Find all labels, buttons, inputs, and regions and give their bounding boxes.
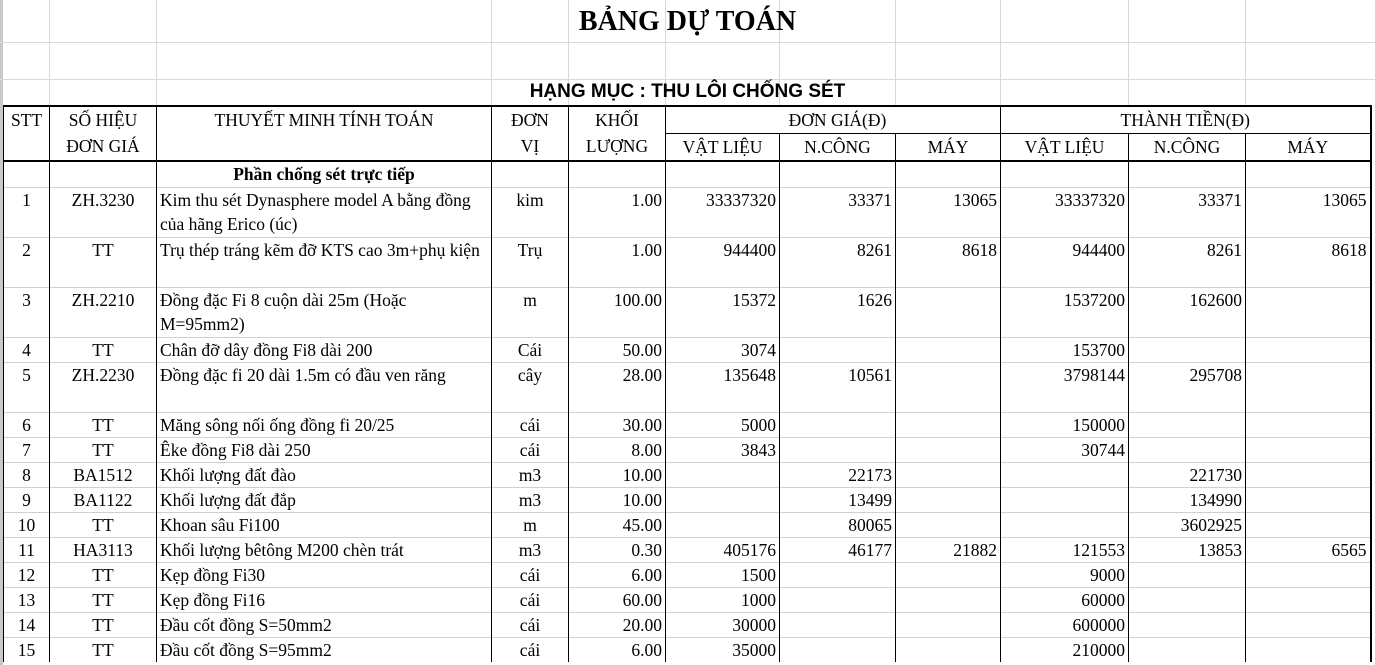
header-row-1 xyxy=(4,106,1371,134)
cell-total-machine xyxy=(1246,463,1371,488)
header-unit-price-label: ĐƠN GIÁ(Đ) xyxy=(780,106,896,134)
cell-total-labor: 33371 xyxy=(1129,188,1246,238)
cell-quantity: 45.00 xyxy=(569,513,666,538)
header-material: VẬT LIỆU xyxy=(666,134,780,162)
cell-material-price: 5000 xyxy=(666,413,780,438)
cell-total-labor: 134990 xyxy=(1129,488,1246,513)
cell-description: Khoan sâu Fi100 xyxy=(157,513,492,538)
cell-quantity: 10.00 xyxy=(569,463,666,488)
cell-code: BA1512 xyxy=(50,463,157,488)
cell-description: Đầu cốt đồng S=50mm2 xyxy=(157,613,492,638)
cell-total-material: 3798144 xyxy=(1001,363,1129,413)
cell-unit: cái xyxy=(492,563,569,588)
cell-total-material: 121553 xyxy=(1001,538,1129,563)
cell-unit: Cái xyxy=(492,338,569,363)
table-row xyxy=(4,238,1371,288)
cell-unit: cái xyxy=(492,413,569,438)
table-row xyxy=(4,463,1371,488)
cell-unit: m xyxy=(492,288,569,338)
cell-total-material: 30744 xyxy=(1001,438,1129,463)
table-row xyxy=(4,438,1371,463)
cell-material-price: 3843 xyxy=(666,438,780,463)
cell-material-price xyxy=(666,488,780,513)
cell-material-price: 3074 xyxy=(666,338,780,363)
cell-total-machine xyxy=(1246,613,1371,638)
cell-unit: cây xyxy=(492,363,569,413)
cell-description: Trụ thép tráng kẽm đỡ KTS cao 3m+phụ kiện xyxy=(157,238,492,288)
cell-unit: m3 xyxy=(492,463,569,488)
cell-total-machine: 6565 xyxy=(1246,538,1371,563)
cell-labor-price: 80065 xyxy=(780,513,896,538)
cell-total-material: 9000 xyxy=(1001,563,1129,588)
cell-total-material: 150000 xyxy=(1001,413,1129,438)
cell-code: ZH.2230 xyxy=(50,363,157,413)
cell-labor-price: 22173 xyxy=(780,463,896,488)
cell xyxy=(569,161,666,188)
header-total-machine: MÁY xyxy=(1246,134,1371,162)
cell-description: Kẹp đồng Fi30 xyxy=(157,563,492,588)
section-title: Phần chống sét trực tiếp xyxy=(157,161,492,188)
cell-unit: cái xyxy=(492,438,569,463)
cell-description: Đồng đặc Fi 8 cuộn dài 25m (Hoặc M=95mm2) xyxy=(157,288,492,338)
cell-total-labor: 3602925 xyxy=(1129,513,1246,538)
cell-machine-price: 21882 xyxy=(896,538,1001,563)
cell-description: Đồng đặc fi 20 dài 1.5m có đầu ven răng xyxy=(157,363,492,413)
cell xyxy=(1001,161,1129,188)
table-row xyxy=(4,188,1371,238)
cell-machine-price xyxy=(896,488,1001,513)
cell-machine-price xyxy=(896,588,1001,613)
cell-total-labor: 13853 xyxy=(1129,538,1246,563)
cell-stt: 12 xyxy=(4,563,50,588)
gridline xyxy=(0,42,1375,43)
cell-material-price: 33337320 xyxy=(666,188,780,238)
cell-labor-price xyxy=(780,613,896,638)
cell-labor-price xyxy=(780,563,896,588)
cell-stt: 3 xyxy=(4,288,50,338)
cell-machine-price xyxy=(896,513,1001,538)
cell-total-machine xyxy=(1246,638,1371,663)
header-code-2: ĐƠN GIÁ xyxy=(50,134,157,162)
cell-total-material: 944400 xyxy=(1001,238,1129,288)
cell-unit: cái xyxy=(492,613,569,638)
cell-stt: 14 xyxy=(4,613,50,638)
cell-code: ZH.2210 xyxy=(50,288,157,338)
cell-stt: 7 xyxy=(4,438,50,463)
cell-total-labor: 8261 xyxy=(1129,238,1246,288)
cell-total-labor xyxy=(1129,338,1246,363)
cell-quantity: 1.00 xyxy=(569,188,666,238)
cell xyxy=(1129,161,1246,188)
cell-stt: 4 xyxy=(4,338,50,363)
header-total-labor: N.CÔNG xyxy=(1129,134,1246,162)
cell-labor-price xyxy=(780,638,896,663)
cell-description: Kim thu sét Dynasphere model A bằng đồng của hãng Erico (úc) xyxy=(157,188,492,238)
cell-machine-price xyxy=(896,363,1001,413)
header-unit-price-group xyxy=(896,106,1001,134)
cell-labor-price: 33371 xyxy=(780,188,896,238)
cell-machine-price xyxy=(896,288,1001,338)
cell-machine-price: 13065 xyxy=(896,188,1001,238)
cell-quantity: 100.00 xyxy=(569,288,666,338)
header-labor: N.CÔNG xyxy=(780,134,896,162)
cell-quantity: 0.30 xyxy=(569,538,666,563)
cell-machine-price xyxy=(896,438,1001,463)
cell-quantity: 10.00 xyxy=(569,488,666,513)
cell xyxy=(780,161,896,188)
header-unit-price-group xyxy=(666,106,780,134)
cell-quantity: 60.00 xyxy=(569,588,666,613)
cell-total-machine xyxy=(1246,363,1371,413)
header-quantity-2: LƯỢNG xyxy=(569,134,666,162)
cell-quantity: 28.00 xyxy=(569,363,666,413)
header-description: THUYẾT MINH TÍNH TOÁN xyxy=(157,106,492,134)
cell-machine-price xyxy=(896,613,1001,638)
cell-machine-price xyxy=(896,338,1001,363)
cell-total-labor xyxy=(1129,438,1246,463)
cell-stt: 8 xyxy=(4,463,50,488)
cell-description: Chân đỡ dây đồng Fi8 dài 200 xyxy=(157,338,492,363)
cell-machine-price xyxy=(896,463,1001,488)
cell-total-labor xyxy=(1129,563,1246,588)
table-row xyxy=(4,613,1371,638)
cell-unit: cái xyxy=(492,588,569,613)
table-row xyxy=(4,363,1371,413)
cell-stt: 13 xyxy=(4,588,50,613)
cell-total-machine xyxy=(1246,438,1371,463)
cell-stt: 11 xyxy=(4,538,50,563)
cell-quantity: 1.00 xyxy=(569,238,666,288)
table-row xyxy=(4,413,1371,438)
cell-labor-price: 13499 xyxy=(780,488,896,513)
cell-total-labor: 221730 xyxy=(1129,463,1246,488)
cell-total-material: 60000 xyxy=(1001,588,1129,613)
cell-unit: m3 xyxy=(492,488,569,513)
cell xyxy=(50,161,157,188)
cell-total-machine xyxy=(1246,513,1371,538)
header-machine: MÁY xyxy=(896,134,1001,162)
header-total-material: VẬT LIỆU xyxy=(1001,134,1129,162)
section-heading: HẠNG MỤC : THU LÔI CHỐNG SÉT xyxy=(529,81,846,102)
cell-labor-price xyxy=(780,413,896,438)
cell-material-price: 944400 xyxy=(666,238,780,288)
cell-description: Đầu cốt đồng S=95mm2 xyxy=(157,638,492,663)
cell-total-labor: 295708 xyxy=(1129,363,1246,413)
cell-quantity: 6.00 xyxy=(569,563,666,588)
header-row-2 xyxy=(4,134,1371,162)
table-row xyxy=(4,563,1371,588)
cell-unit: kim xyxy=(492,188,569,238)
cell-total-material: 1537200 xyxy=(1001,288,1129,338)
header-unit: ĐƠN xyxy=(492,106,569,134)
cell-description: Khối lượng đất đào xyxy=(157,463,492,488)
cell-stt: 2 xyxy=(4,238,50,288)
cell-stt: 15 xyxy=(4,638,50,663)
cell xyxy=(666,161,780,188)
cell-total-material: 153700 xyxy=(1001,338,1129,363)
table-row xyxy=(4,588,1371,613)
cell-total-machine xyxy=(1246,563,1371,588)
cell-labor-price: 10561 xyxy=(780,363,896,413)
cell-machine-price xyxy=(896,638,1001,663)
cell-total-machine: 13065 xyxy=(1246,188,1371,238)
cell-stt: 10 xyxy=(4,513,50,538)
cell-labor-price: 46177 xyxy=(780,538,896,563)
header-stt-cont xyxy=(4,134,50,162)
cell-machine-price xyxy=(896,413,1001,438)
cell-total-material: 210000 xyxy=(1001,638,1129,663)
table-row xyxy=(4,638,1371,663)
cell-description: Măng sông nối ống đồng fi 20/25 xyxy=(157,413,492,438)
cell-description: Êke đồng Fi8 dài 250 xyxy=(157,438,492,463)
estimate-table xyxy=(3,105,1372,662)
table-row xyxy=(4,338,1371,363)
cell-code: TT xyxy=(50,638,157,663)
cell-code: TT xyxy=(50,413,157,438)
cell-labor-price xyxy=(780,438,896,463)
cell-code: HA3113 xyxy=(50,538,157,563)
cell-code: TT xyxy=(50,438,157,463)
cell-total-machine xyxy=(1246,288,1371,338)
cell-code: BA1122 xyxy=(50,488,157,513)
cell-material-price: 15372 xyxy=(666,288,780,338)
cell xyxy=(492,161,569,188)
cell-material-price: 30000 xyxy=(666,613,780,638)
cell-labor-price: 1626 xyxy=(780,288,896,338)
header-quantity: KHỐI xyxy=(569,106,666,134)
cell-total-machine: 8618 xyxy=(1246,238,1371,288)
cell-total-material xyxy=(1001,463,1129,488)
cell-labor-price: 8261 xyxy=(780,238,896,288)
cell-code: TT xyxy=(50,338,157,363)
cell-material-price: 135648 xyxy=(666,363,780,413)
cell-total-machine xyxy=(1246,413,1371,438)
cell-stt: 5 xyxy=(4,363,50,413)
cell-total-labor xyxy=(1129,638,1246,663)
cell-labor-price xyxy=(780,338,896,363)
cell-total-labor xyxy=(1129,613,1246,638)
header-stt: STT xyxy=(4,106,50,134)
cell-material-price: 405176 xyxy=(666,538,780,563)
cell-code: TT xyxy=(50,513,157,538)
cell-code: ZH.3230 xyxy=(50,188,157,238)
cell-unit: cái xyxy=(492,638,569,663)
cell-machine-price: 8618 xyxy=(896,238,1001,288)
cell-total-machine xyxy=(1246,488,1371,513)
cell-description: Khối lượng đất đắp xyxy=(157,488,492,513)
cell-total-labor xyxy=(1129,588,1246,613)
cell-total-material: 600000 xyxy=(1001,613,1129,638)
cell-code: TT xyxy=(50,588,157,613)
cell-unit: Trụ xyxy=(492,238,569,288)
section-row xyxy=(4,161,1371,188)
cell-total-material xyxy=(1001,513,1129,538)
cell-unit: m xyxy=(492,513,569,538)
table-row xyxy=(4,288,1371,338)
cell-material-price: 1500 xyxy=(666,563,780,588)
header-description-cont xyxy=(157,134,492,162)
cell-code: TT xyxy=(50,563,157,588)
cell-code: TT xyxy=(50,238,157,288)
cell-quantity: 6.00 xyxy=(569,638,666,663)
cell xyxy=(1246,161,1371,188)
table-row xyxy=(4,513,1371,538)
cell-unit: m3 xyxy=(492,538,569,563)
header-code: SỐ HIỆU xyxy=(50,106,157,134)
table-row xyxy=(4,488,1371,513)
header-unit-2: VỊ xyxy=(492,134,569,162)
cell-material-price xyxy=(666,513,780,538)
cell-material-price: 1000 xyxy=(666,588,780,613)
header-total-group: THÀNH TIỀN(Đ) xyxy=(1001,106,1371,134)
cell-total-material: 33337320 xyxy=(1001,188,1129,238)
cell-stt: 6 xyxy=(4,413,50,438)
cell-code: TT xyxy=(50,613,157,638)
cell-total-labor: 162600 xyxy=(1129,288,1246,338)
cell-total-machine xyxy=(1246,588,1371,613)
cell-quantity: 20.00 xyxy=(569,613,666,638)
cell-material-price xyxy=(666,463,780,488)
cell-total-labor xyxy=(1129,413,1246,438)
table-row xyxy=(4,538,1371,563)
cell-total-machine xyxy=(1246,338,1371,363)
cell-quantity: 50.00 xyxy=(569,338,666,363)
cell-stt: 9 xyxy=(4,488,50,513)
cell-labor-price xyxy=(780,588,896,613)
cell-description: Kẹp đồng Fi16 xyxy=(157,588,492,613)
cell-quantity: 8.00 xyxy=(569,438,666,463)
cell-quantity: 30.00 xyxy=(569,413,666,438)
cell-material-price: 35000 xyxy=(666,638,780,663)
cell-machine-price xyxy=(896,563,1001,588)
cell-stt: 1 xyxy=(4,188,50,238)
cell xyxy=(4,161,50,188)
cell xyxy=(896,161,1001,188)
cell-description: Khối lượng bêtông M200 chèn trát xyxy=(157,538,492,563)
cell-total-material xyxy=(1001,488,1129,513)
page-title: BẢNG DỰ TOÁN xyxy=(578,6,797,37)
